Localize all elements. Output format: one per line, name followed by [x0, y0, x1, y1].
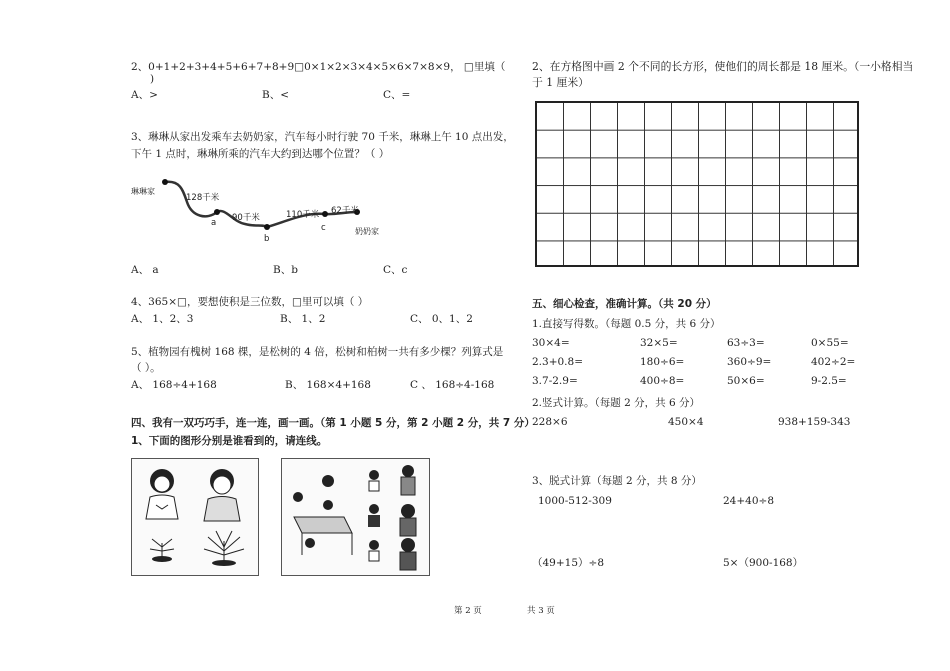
- q3-stem-line1: 3、琳琳从家出发乘车去奶奶家，汽车每小时行驶 70 千米，琳琳上午 10 点出发，: [131, 131, 514, 143]
- q5-option-b: B、 168×4+168: [285, 379, 371, 391]
- stepwise-calc-4: 5×（900-168）: [723, 557, 804, 569]
- q4-option-c: C、 0、1、2: [410, 313, 473, 325]
- map-point-c: c: [321, 223, 326, 233]
- q3-option-c: C、c: [383, 264, 408, 276]
- vertical-calc-3: 938+159-343: [778, 416, 851, 428]
- map-label-d4: 62千米: [331, 206, 359, 216]
- map-label-d1: 128千米: [186, 193, 220, 203]
- map-label-d2: 90千米: [232, 213, 260, 223]
- q5-option-a: A、 168÷4+168: [131, 379, 217, 391]
- section-5-q2: 2.竖式计算。（每题 2 分，共 6 分）: [532, 397, 700, 409]
- calc-r1c1: 30×4=: [532, 337, 570, 349]
- picture-table-views: [281, 458, 430, 576]
- map-point-b: b: [264, 234, 270, 244]
- stepwise-calc-3: （49+15）÷8: [532, 557, 604, 569]
- picture-children-plant: [131, 458, 259, 576]
- calc-r1c3: 63÷3=: [727, 337, 765, 349]
- calc-r3c3: 50×6=: [727, 375, 765, 387]
- calc-r1c2: 32×5=: [640, 337, 678, 349]
- q2-option-a: A、>: [131, 89, 158, 101]
- q5-option-c: C 、 168÷4-168: [410, 379, 495, 391]
- q2-stem-line2: ): [150, 73, 155, 85]
- map-label-home: 琳琳家: [131, 187, 155, 196]
- q2-option-b: B、<: [262, 89, 290, 101]
- map-point-a: a: [211, 218, 217, 228]
- stepwise-calc-1: 1000-512-309: [538, 495, 612, 507]
- calc-r2c4: 402÷2=: [811, 356, 856, 368]
- right-q2-stem-line2: 于 1 厘米）: [532, 76, 589, 89]
- right-q2-stem-line1: 2、在方格图中画 2 个不同的长方形，使他们的周长都是 18 厘米。（一小格相当: [532, 60, 914, 73]
- calc-r3c2: 400÷8=: [640, 375, 685, 387]
- footer-page-number: 第 2 页: [454, 606, 482, 616]
- map-label-grandma: 奶奶家: [355, 227, 379, 236]
- stepwise-calc-2: 24+40÷8: [723, 495, 774, 507]
- calc-r2c1: 2.3+0.8=: [532, 356, 583, 368]
- calc-r3c4: 9-2.5=: [811, 375, 847, 387]
- q2-option-c: C、=: [383, 89, 411, 101]
- calc-r3c1: 3.7-2.9=: [532, 375, 578, 387]
- calc-r1c4: 0×55=: [811, 337, 849, 349]
- section-4-q1: 1、下面的图形分别是谁看到的，请连线。: [131, 435, 328, 447]
- calc-r2c2: 180÷6=: [640, 356, 685, 368]
- q5-stem-line1: 5、植物园有槐树 168 棵，是松树的 4 倍，松树和柏树一共有多少棵？列算式是: [131, 346, 504, 358]
- q4-option-b: B、 1、2: [280, 313, 326, 325]
- q2-stem-line1: 2、0+1+2+3+4+5+6+7+8+9□0×1×2×3×4×5×6×7×8×9， □里填（: [131, 61, 506, 73]
- q3-option-a: A、 a: [131, 264, 159, 276]
- calc-r2c3: 360÷9=: [727, 356, 772, 368]
- section-5-q1: 1.直接写得数。（每题 0.5 分，共 6 分）: [532, 318, 721, 330]
- q3-stem-line2: 下午 1 点时，琳琳所乘的汽车大约到达哪个位置？（ ）: [131, 148, 390, 160]
- square-grid[interactable]: [535, 101, 859, 267]
- section-4-title: 四、我有一双巧巧手，连一连，画一画。（第 1 小题 5 分，第 2 小题 2 分，共 7 分）: [131, 417, 535, 429]
- q4-stem: 4、365×□，要想使积是三位数，□里可以填（ ）: [131, 296, 369, 308]
- section-5-q3: 3、脱式计算（每题 2 分，共 8 分）: [532, 475, 702, 487]
- vertical-calc-1: 228×6: [532, 416, 568, 428]
- q4-option-a: A、 1、2、3: [131, 313, 194, 325]
- map-label-d3: 110千米: [286, 210, 320, 220]
- q3-option-b: B、b: [273, 264, 298, 276]
- section-5-title: 五、细心检查，准确计算。（共 20 分）: [532, 298, 717, 310]
- footer-total-pages: 共 3 页: [527, 606, 555, 616]
- vertical-calc-2: 450×4: [668, 416, 704, 428]
- q5-stem-line2: （ ）。: [131, 362, 161, 374]
